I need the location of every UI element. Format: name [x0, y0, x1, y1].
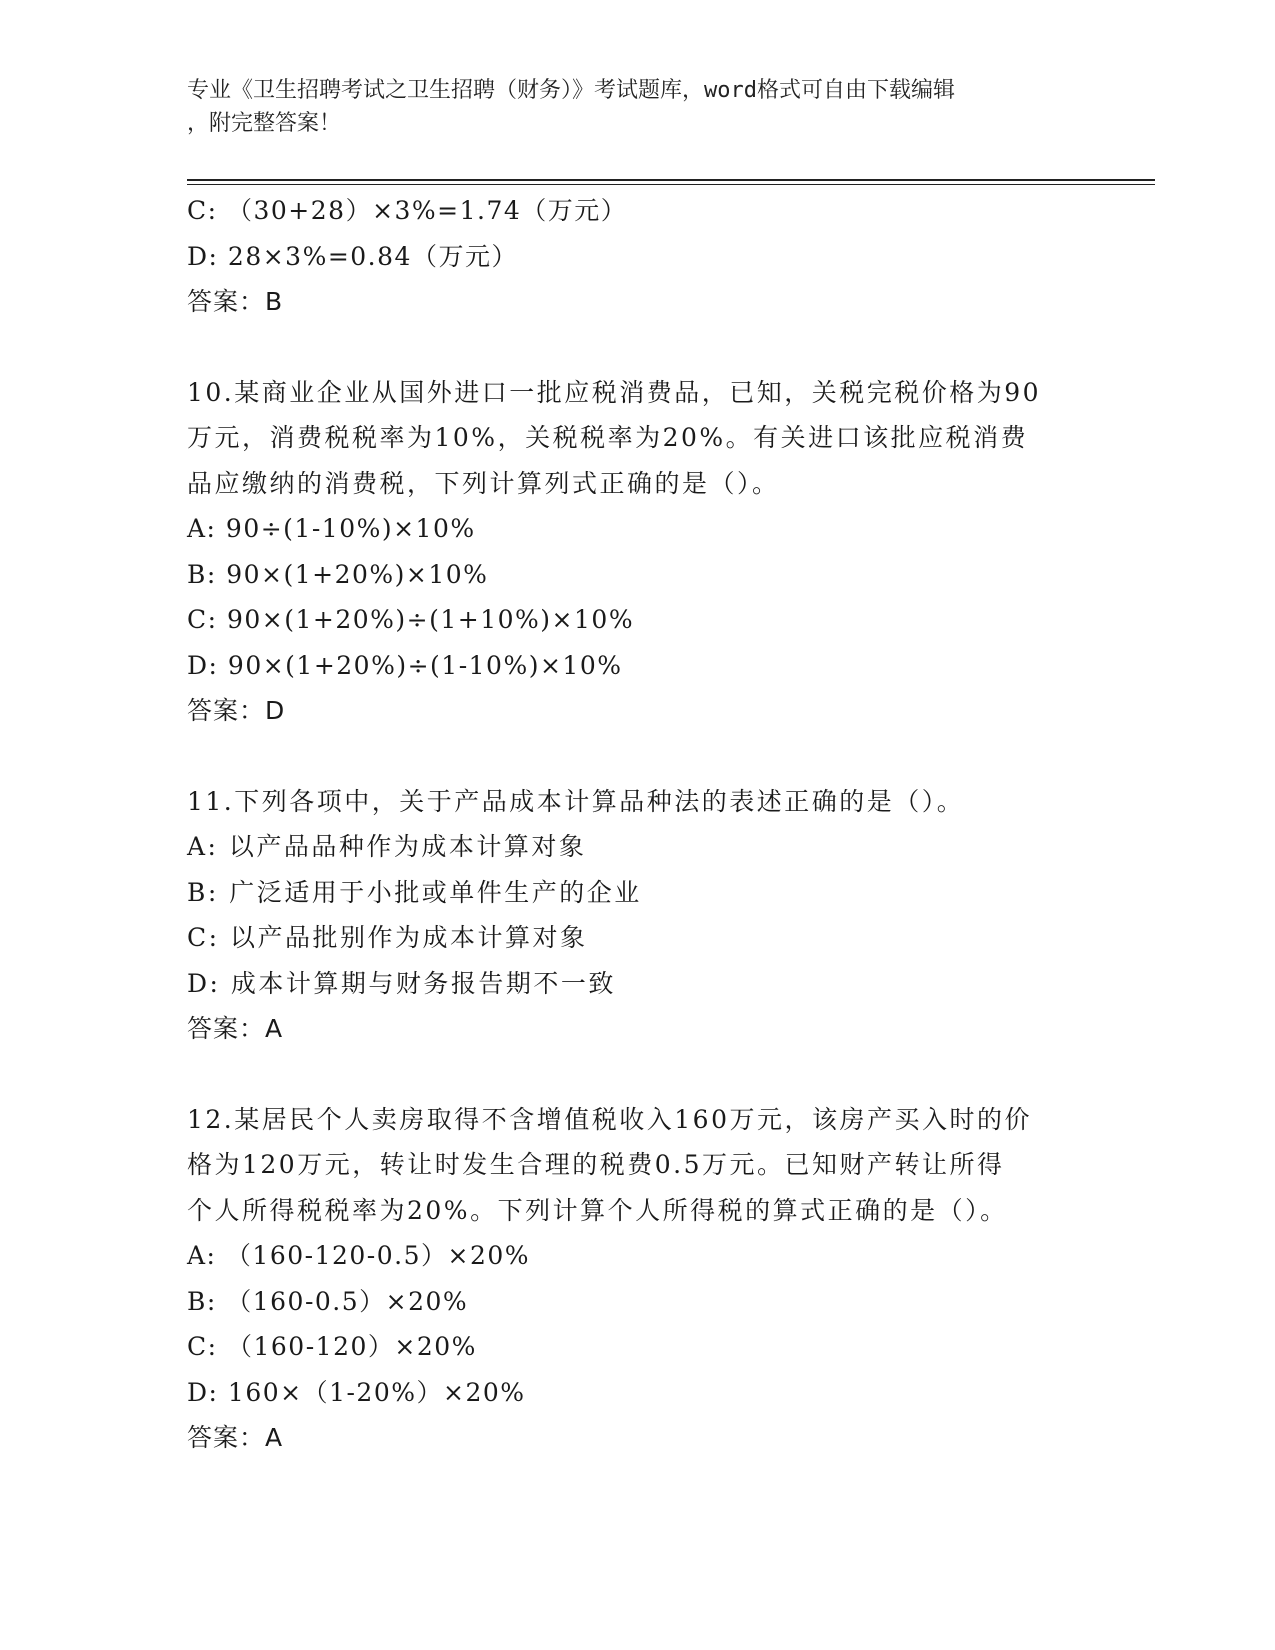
option-c: C: 90×(1+20%)÷(1+10%)×10% — [187, 605, 635, 634]
answer-label: 答案：A — [187, 1423, 284, 1452]
question-stem: 万元，消费税税率为10%，关税税率为20%。有关进口该批应税消费 — [187, 423, 1029, 452]
answer-label: 答案：D — [187, 696, 286, 725]
option-c: C: 以产品批别作为成本计算对象 — [187, 923, 588, 952]
page-header — [187, 74, 1087, 140]
option-a: A: （160-120-0.5）×20% — [187, 1241, 531, 1270]
option-b: B: （160-0.5）×20% — [187, 1286, 469, 1316]
question-stem: 个人所得税税率为20%。下列计算个人所得税的算式正确的是（）。 — [187, 1195, 1008, 1225]
question-12 — [187, 1097, 1117, 1461]
question-stem: 10.某商业企业从国外进口一批应税消费品，已知，关税完税价格为90 — [187, 377, 1042, 407]
header-title-line-2: ，附完整答案！ — [187, 111, 342, 136]
header-divider-thin — [187, 184, 1155, 185]
document-body — [187, 188, 1117, 1461]
question-stem: 12.某居民个人卖房取得不含增值税收入160万元，该房产买入时的价 — [187, 1104, 1032, 1134]
answer-label: 答案：B — [187, 287, 284, 316]
question-11 — [187, 779, 1117, 1052]
option-b: B: 90×(1+20%)×10% — [187, 559, 489, 589]
spacer — [187, 325, 1117, 370]
option-d: D: 成本计算期与财务报告期不一致 — [187, 968, 616, 998]
header-title-line-1: 专业《卫生招聘考试之卫生招聘（财务）》考试题库，word格式可自由下载编辑 — [187, 78, 955, 103]
spacer — [187, 1052, 1117, 1097]
option-d: D: 90×(1+20%)÷(1-10%)×10% — [187, 650, 623, 680]
option-d: D: 160×（1-20%）×20% — [187, 1377, 526, 1407]
spacer — [187, 734, 1117, 779]
question-10 — [187, 370, 1117, 734]
option-a: A: 以产品品种作为成本计算对象 — [187, 832, 587, 861]
question-stem: 11.下列各项中，关于产品成本计算品种法的表述正确的是（）。 — [187, 786, 965, 816]
option-a: A: 90÷(1-10%)×10% — [187, 514, 476, 543]
option-b: B: 广泛适用于小批或单件生产的企业 — [187, 877, 642, 907]
option-c: C: （160-120）×20% — [187, 1332, 477, 1361]
header-divider-thick — [187, 179, 1155, 181]
option-d: D: 28×3%=0.84（万元） — [187, 241, 518, 271]
option-c: C: （30+28）×3%=1.74（万元） — [187, 196, 628, 225]
answer-label: 答案：A — [187, 1014, 284, 1043]
question-stem: 格为120万元，转让时发生合理的税费0.5万元。已知财产转让所得 — [187, 1150, 1005, 1179]
question-9-continued — [187, 188, 1117, 325]
question-stem: 品应缴纳的消费税，下列计算列式正确的是（）。 — [187, 468, 780, 498]
